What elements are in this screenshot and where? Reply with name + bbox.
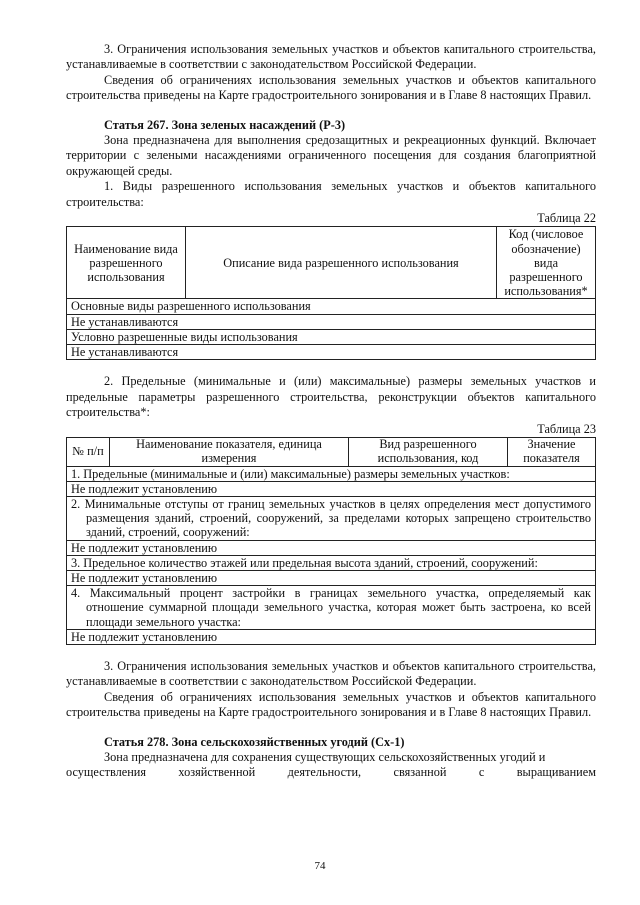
table-22-header-description: Описание вида разрешенного использования bbox=[186, 227, 497, 299]
table-row: 2. Минимальные отступы от границ земельных участков в целях определения мест допустимого размещения зданий, строений, сооружений, за пределами которых запрещено строительство зданий, строений, сооружений: bbox=[67, 496, 596, 540]
table-23-header-value: Значение показателя bbox=[508, 437, 596, 466]
word: хозяйственной bbox=[178, 765, 256, 780]
table-23-header-number: № п/п bbox=[67, 437, 110, 466]
article-267-intro: Зона предназначена для выполнения средозащитных и рекреационных функций. Включает территории с зелеными насаждениями ограниченного посещения для создания благоприятной окружающей среды. bbox=[66, 133, 596, 178]
table-23 bbox=[66, 437, 596, 645]
word: осуществления bbox=[66, 765, 147, 780]
paragraph-restrictions: 3. Ограничения использования земельных участков и объектов капитального строительства, устанавливаемые в соответствии с законодательством Российской Федерации. bbox=[66, 42, 596, 72]
article-267-item-1: 1. Виды разрешенного использования земельных участков и объектов капитального строительства: bbox=[66, 179, 596, 209]
word: с bbox=[478, 765, 485, 780]
table-row: Основные виды разрешенного использования bbox=[67, 299, 596, 314]
page-number: 74 bbox=[314, 860, 326, 872]
article-267-heading: Статья 267. Зона зеленых насаждений (Р-3) bbox=[104, 117, 346, 132]
table-22-header-name: Наименование вида разрешенного использования bbox=[67, 227, 186, 299]
document-page bbox=[66, 42, 596, 781]
table-row: Не подлежит установлению bbox=[67, 540, 596, 555]
article-267-item-3: 3. Ограничения использования земельных участков и объектов капитального строительства, устанавливаемые в соответствии с законодательством Российской Федерации. bbox=[66, 658, 596, 689]
word: связанной bbox=[393, 765, 447, 780]
table-22-caption: Таблица 22 bbox=[537, 211, 596, 226]
table-23-header-indicator: Наименование показателя, единица измерения bbox=[110, 437, 349, 466]
article-278-intro-line-1: Зона предназначена для сохранения существующих сельскохозяйственных угодий и bbox=[104, 749, 546, 764]
article-267-info: Сведения об ограничениях использования земельных участков и объектов капитального строительства приведены на Карте градостроительного зонирования и в Главе 8 настоящих Правил. bbox=[66, 689, 596, 720]
article-278-heading: Статья 278. Зона сельскохозяйственных угодий (Сх-1) bbox=[104, 734, 405, 749]
table-row: 3. Предельное количество этажей или предельная высота зданий, строений, сооружений: bbox=[67, 555, 596, 570]
table-row: 1. Предельные (минимальные и (или) максимальные) размеры земельных участков: bbox=[67, 466, 596, 481]
table-row: Условно разрешенные виды использования bbox=[67, 329, 596, 344]
table-23-header-use-type: Вид разрешенного использования, код bbox=[349, 437, 508, 466]
table-row: Не подлежит установлению bbox=[67, 570, 596, 585]
table-row: 4. Максимальный процент застройки в границах земельного участка, определяемый как отношение суммарной площади земельного участка, которая может быть застроена, ко всей площади земельного участка: bbox=[67, 586, 596, 630]
table-row: Не подлежит установлению bbox=[67, 629, 596, 644]
table-row: Не подлежит установлению bbox=[67, 481, 596, 496]
table-22 bbox=[66, 226, 596, 360]
table-row: Не устанавливаются bbox=[67, 314, 596, 329]
word: деятельности, bbox=[287, 765, 362, 780]
table-23-caption: Таблица 23 bbox=[537, 421, 596, 436]
paragraph-info: Сведения об ограничениях использования земельных участков и объектов капитального строительства приведены на Карте градостроительного зонирования и в Главе 8 настоящих Правил. bbox=[66, 72, 596, 103]
word: выращиванием bbox=[516, 765, 596, 780]
article-278-intro-line-2 bbox=[66, 765, 596, 780]
table-row: Не устанавливаются bbox=[67, 345, 596, 360]
table-22-header-code: Код (числовое обозначение) вида разрешенного использования* bbox=[497, 227, 596, 299]
article-267-item-2: 2. Предельные (минимальные и (или) максимальные) размеры земельных участков и предельные параметры разрешенного строительства, реконструкции объектов капитального строительства*: bbox=[66, 374, 596, 420]
